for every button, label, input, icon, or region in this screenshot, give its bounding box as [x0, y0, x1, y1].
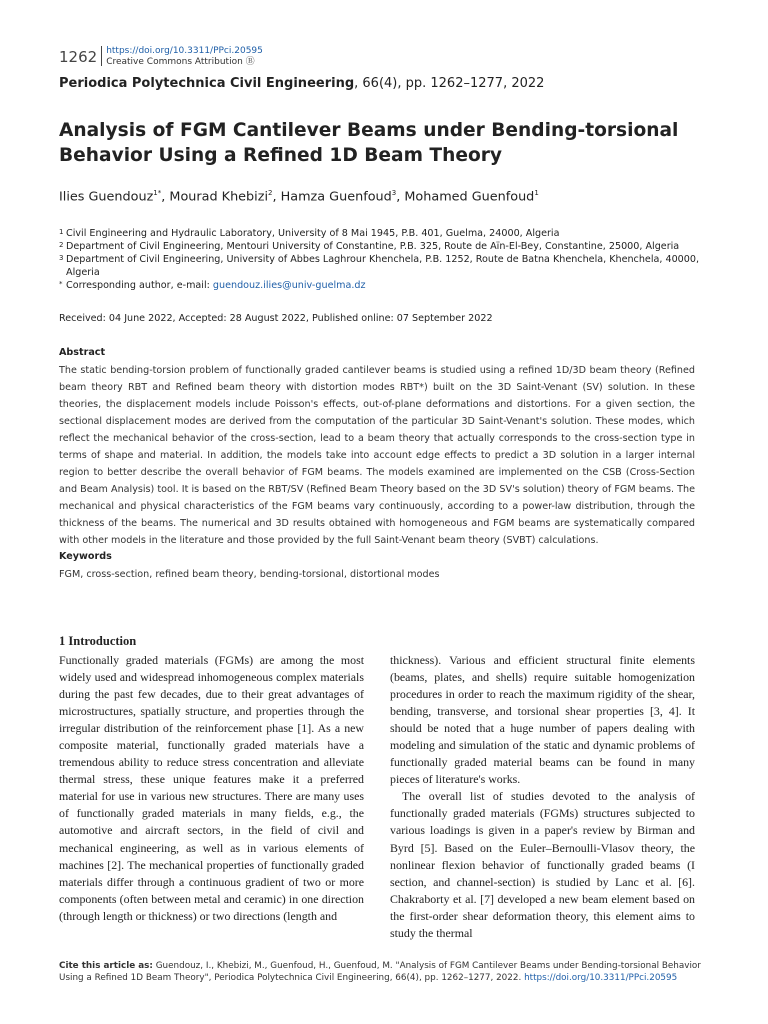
corresponding-author	[59, 279, 719, 292]
keywords-heading: Keywords	[59, 551, 112, 562]
citation-footer	[59, 960, 709, 984]
author-mark: 1	[534, 189, 539, 197]
author-name: Ilies Guendouz	[59, 189, 154, 205]
author-separator: ,	[161, 189, 170, 205]
affiliation-item	[59, 227, 719, 240]
body-paragraph: The overall list of studies devoted to the analysis of functionally graded materials (FGMs) structures subjected to various loadings is given in a paper's review by Birman and Byrd [5]. Based on the Euler–Bernoulli-Vlasov theory, the nonlinear flexion behavior of functionally graded beams (I section, and channel-section) is studied by Lanc et al. [6]. Chakraborty et al. [7] developed a new beam element based on the first-order shear deformation theory, this element aims to study the thermal	[390, 789, 695, 940]
journal-line	[59, 76, 544, 91]
corresponding-label: Corresponding author, e-mail:	[66, 280, 213, 291]
abstract-heading: Abstract	[59, 347, 106, 358]
affiliation-mark: 2	[59, 241, 64, 249]
affiliation-item	[59, 253, 719, 279]
affiliation-text: Department of Civil Engineering, University of Abbes Laghrour Khenchela, P.B. 1252, Route de Batna Khenchela, Khenchela, 40000, Algeria	[66, 254, 700, 278]
corresponding-text	[66, 279, 719, 292]
affiliation-text: Department of Civil Engineering, Mentouri University of Constantine, P.B. 325, Route de Aïn-El-Bey, Constantine, 25000, Algeria	[66, 241, 680, 252]
affiliation-text: Civil Engineering and Hydraulic Laboratory, University of 8 Mai 1945, P.B. 401, Guelma, 24000, Algeria	[66, 228, 560, 239]
author-separator: ,	[396, 189, 405, 205]
author-mark: 1*	[153, 189, 162, 197]
corresponding-mark: *	[59, 280, 63, 288]
journal-name: Periodica Polytechnica Civil Engineering	[59, 76, 355, 91]
citation-text: Guendouz, I., Khebizi, M., Guenfoud, H., Guenfoud, M. "Analysis of FGM Cantilever Beams under Bending-torsional Behavior Using a Refined 1D Beam Theory", Periodica Polytechnica Civil Engineering, 66(4), pp. 1262–1277, 2022.	[59, 961, 701, 983]
section-heading: 1 Introduction	[59, 634, 137, 648]
body-paragraph: thickness). Various and efficient structural finite elements (beams, plates, and shells) require suitable homogenization procedures in order to reach the maximum rigidity of the shear, bending, transverse, and torsional shear properties [3, 4]. It should be noted that a huge number of papers dealing with modeling and simulation of the static and dynamic problems of functionally graded material beams can be found in many pieces of literature's works.	[390, 653, 695, 787]
author-mark: 2	[268, 189, 273, 197]
citation-doi-link[interactable]: https://doi.org/10.3311/PPci.20595	[524, 973, 678, 983]
author-name: Hamza Guenfoud	[280, 189, 392, 205]
doi-link[interactable]: https://doi.org/10.3311/PPci.20595	[106, 46, 263, 56]
page-header	[59, 46, 263, 68]
body-column-left	[59, 652, 364, 925]
affiliation-list	[59, 227, 719, 292]
affiliation-mark: 1	[59, 228, 64, 236]
author-mark: 3	[391, 189, 397, 197]
journal-details: , 66(4), pp. 1262–1277, 2022	[354, 76, 545, 91]
author-separator: ,	[272, 189, 281, 205]
affiliation-item	[59, 240, 719, 253]
email-link[interactable]: guendouz.ilies@univ-guelma.dz	[212, 280, 366, 291]
abstract-text: The static bending-torsion problem of functionally graded cantilever beams is studied using a refined 1D/3D beam theory (Refined beam theory RBT and Refined beam theory with distortion modes RBT*) built on the 3D Saint-Venant (SV) solution. In these theories, the displacement models include Poisson's effects, out-of-plane deformations and distortions. For a given section, the sectional displacement modes are derived from the computation of the particular 3D Saint-Venant's solution. These modes, which reflect the mechanical behavior of the cross-section, lead to a beam theory that actually corresponds to the cross-section type in terms of shape and material. In addition, the models take into account edge effects to predict a 3D solution in a larger internal region to better describe the overall behavior of FGM beams. The models examined are implemented on the CSB (Cross-Section and Beam Analysis) tool. It is based on the RBT/SV (Refined Beam Theory based on the 3D SV's solution) theory of FGM beams. The mechanical and physical characteristics of the FGM beams vary continuously, according to a power-law distribution, through the thickness of the beams. The numerical and 3D results obtained with homogeneous and FGM beams are systematically compared with other models in the literature and those provided by the full Saint-Venant beam theory (SVBT) calculations.	[59, 365, 695, 546]
citation-label: Cite this article as:	[59, 961, 153, 971]
author-list	[59, 189, 539, 204]
body-column-right	[390, 652, 695, 942]
author-name: Mourad Khebizi	[169, 189, 269, 205]
keywords-text: FGM, cross-section, refined beam theory, bending-torsional, distortional modes	[59, 569, 440, 580]
author-name: Mohamed Guenfoud	[404, 189, 535, 205]
body-paragraph: Functionally graded materials (FGMs) are among the most widely used and widespread inhomogeneous complex materials during the past few decades, due to their great advantages of microstructures, spatially structure, and properties through the irregular distribution of the reinforcement phase [1]. As a new composite material, functionally graded materials have a tremendous ability to reduce stress concentration and alleviate thermal stress, these unique features make it a preferred material for use in various new structures. There are many uses of functionally graded materials in many fields, e.g., the automotive and aircraft sectors, in the field of civil and mechanical engineering, as well as in various elements of machines [2]. The mechanical properties of functionally graded materials differ through a continuous gradient of two or more components (often between metal and ceramic) in one direction (through length or thickness) or two directions (length and	[59, 653, 364, 923]
doi-block	[106, 46, 263, 68]
affiliation-mark: 3	[59, 254, 64, 262]
publication-dates: Received: 04 June 2022, Accepted: 28 August 2022, Published online: 07 September 2022	[59, 313, 493, 324]
article-title: Analysis of FGM Cantilever Beams under Bending-torsional Behavior Using a Refined 1D Beam Theory	[59, 120, 679, 166]
license-text: Creative Commons Attribution Ⓑ	[106, 57, 255, 67]
page-number: 1262	[59, 46, 102, 66]
